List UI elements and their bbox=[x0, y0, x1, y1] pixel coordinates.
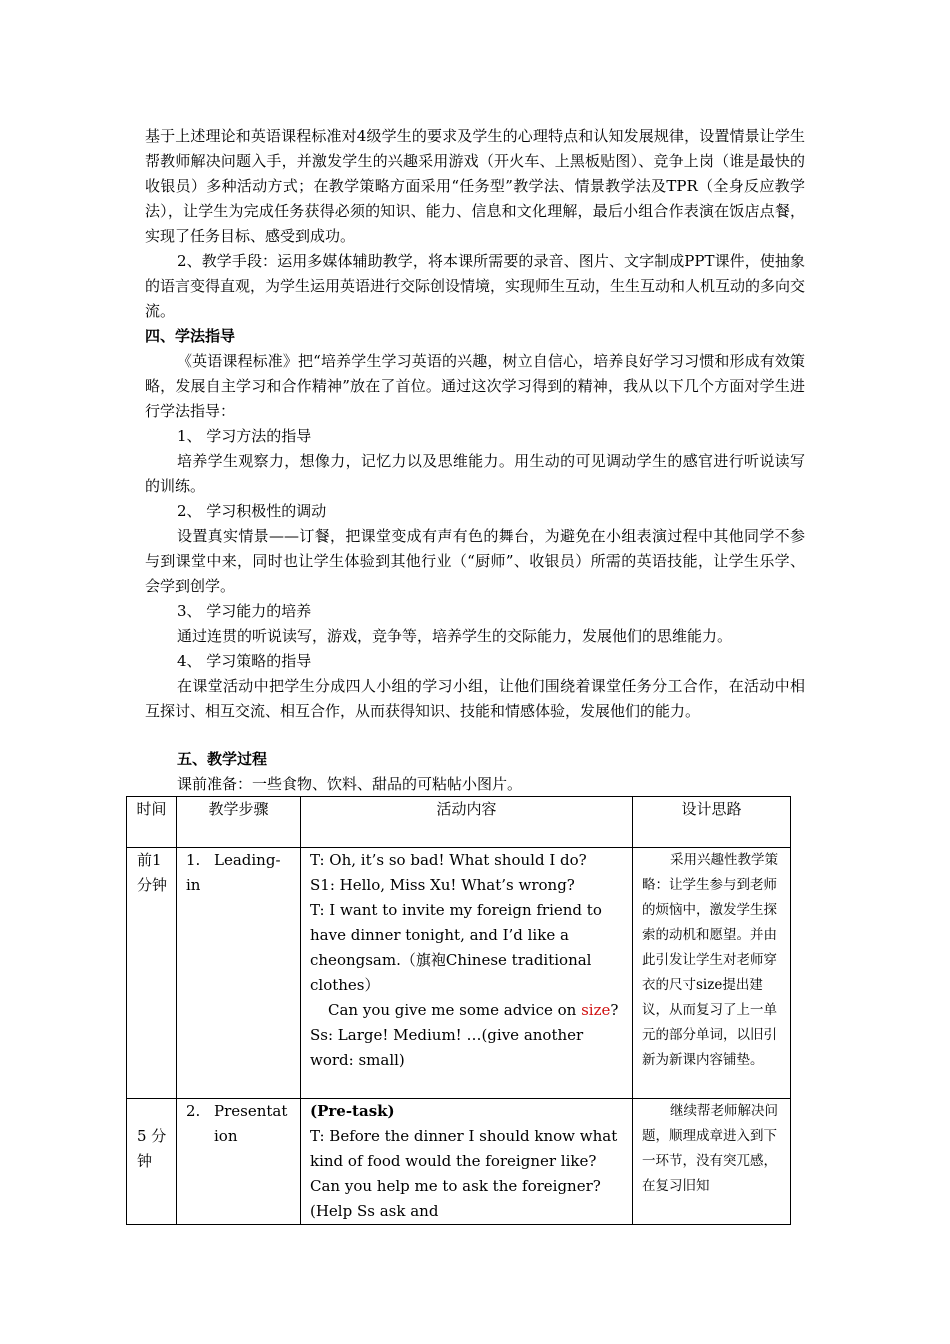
row1-line5: Ss: Large! Medium! …(give another word: small) bbox=[310, 1026, 584, 1069]
table-header-row bbox=[127, 797, 791, 848]
header-activity: 活动内容 bbox=[301, 797, 633, 848]
header-time: 时间 bbox=[127, 797, 177, 848]
paragraph-preparation: 课前准备：一些食物、饮料、甜品的可粘帖小图片。 bbox=[177, 775, 523, 793]
row2-line1: (Pre-task) bbox=[310, 1102, 395, 1120]
paragraph-strategy: 在课堂活动中把学生分成四人小组的学习小组，让他们围绕着课堂任务分工合作，在活动中相互探讨、相互交流、相互合作，从而获得知识、技能和情感体验，发展他们的能力。 bbox=[145, 677, 805, 720]
header-design: 设计思路 bbox=[633, 797, 791, 848]
row2-step bbox=[177, 1099, 301, 1225]
row2-time bbox=[127, 1099, 177, 1225]
row2-line2: T: Before the dinner I should know what kind of food would the foreigner like? Can you help me to ask the foreigner? (Help Ss ask and bbox=[310, 1127, 618, 1220]
row2-design: 继续帮老师解决问题，顺理成章进入到下一环节，没有突兀感，在复习旧知 bbox=[633, 1099, 791, 1225]
table-row bbox=[127, 848, 791, 1099]
table-row bbox=[127, 1099, 791, 1225]
subheading-motivation: 2、 学习积极性的调动 bbox=[177, 502, 327, 520]
row1-line4 bbox=[310, 998, 623, 1023]
row1-line4-end: ? bbox=[610, 1001, 619, 1019]
row1-line3: T: I want to invite my foreign friend to have dinner tonight, and I’d like a cheongsam.（旗袍Chinese traditional clothes） bbox=[310, 901, 602, 994]
subheading-strategy: 4、 学习策略的指导 bbox=[177, 652, 312, 670]
teaching-process-table bbox=[126, 796, 791, 1225]
row1-line2: S1: Hello, Miss Xu! What’s wrong? bbox=[310, 876, 575, 894]
row1-activity bbox=[301, 848, 633, 1099]
row2-activity bbox=[301, 1099, 633, 1225]
row1-time: 前1分钟 bbox=[127, 848, 177, 1099]
paragraph-ability: 通过连贯的听说读写，游戏，竞争等，培养学生的交际能力，发展他们的思维能力。 bbox=[177, 627, 733, 645]
subheading-ability: 3、 学习能力的培养 bbox=[177, 602, 312, 620]
row2-step-number: 2. bbox=[186, 1102, 201, 1120]
row1-step-label: Leading-in bbox=[186, 851, 281, 894]
row2-step-label: Presentation bbox=[214, 1102, 288, 1145]
paragraph-curriculum-standard: 《英语课程标准》把“培养学生学习英语的兴趣，树立自信心，培养良好学习习惯和形成有效策略，发展自主学习和合作精神”放在了首位。通过这次学习得到的精神，我从以下几个方面对学生进行学法指导： bbox=[145, 352, 805, 420]
paragraph-study-method: 培养学生观察力，想像力，记忆力以及思维能力。用生动的可见调动学生的感官进行听说读写的训练。 bbox=[145, 452, 805, 495]
subheading-study-method: 1、 学习方法的指导 bbox=[177, 427, 312, 445]
heading-teaching-process: 五、教学过程 bbox=[177, 750, 268, 768]
row2-time-text: 5 分钟 bbox=[137, 1127, 167, 1170]
row1-size-word: size bbox=[581, 1001, 611, 1019]
row1-design: 采用兴趣性教学策略：让学生参与到老师的烦恼中，激发学生探索的动机和愿望。并由此引发让学生对老师穿衣的尺寸size提出建议，从而复习了上一单元的部分单词，以旧引新为新课内容铺垫。 bbox=[633, 848, 791, 1099]
paragraph-motivation: 设置真实情景——订餐，把课堂变成有声有色的舞台，为避免在小组表演过程中其他同学不参与到课堂中来，同时也让学生体验到其他行业（“厨师”、收银员）所需的英语技能，让学生乐学、会学到创学。 bbox=[145, 527, 805, 595]
heading-study-guidance: 四、学法指导 bbox=[145, 327, 236, 345]
paragraph-teaching-means: 2、教学手段：运用多媒体辅助教学，将本课所需要的录音、图片、文字制成PPT课件，使抽象的语言变得直观，为学生运用英语进行交际创设情境，实现师生互动，生生互动和人机互动的多向交流。 bbox=[145, 252, 806, 320]
row1-step-number: 1. bbox=[186, 851, 201, 869]
header-step: 教学步骤 bbox=[177, 797, 301, 848]
row1-line1: T: Oh, it’s so bad! What should I do? bbox=[310, 851, 587, 869]
paragraph-theory: 基于上述理论和英语课程标准对4级学生的要求及学生的心理特点和认知发展规律，设置情景让学生帮教师解决问题入手，并激发学生的兴趣采用游戏（开火车、上黑板贴图）、竞争上岗（谁是最快的收银员）多种活动方式；在教学策略方面采用“任务型”教学法、情景教学法及TPR（全身反应教学法），让学生为完成任务获得必须的知识、能力、信息和文化理解，最后小组合作表演在饭店点餐，实现了任务目标、感受到成功。 bbox=[145, 127, 805, 245]
row1-line4-text: Can you give me some advice on bbox=[328, 1001, 582, 1019]
row1-step bbox=[177, 848, 301, 1099]
